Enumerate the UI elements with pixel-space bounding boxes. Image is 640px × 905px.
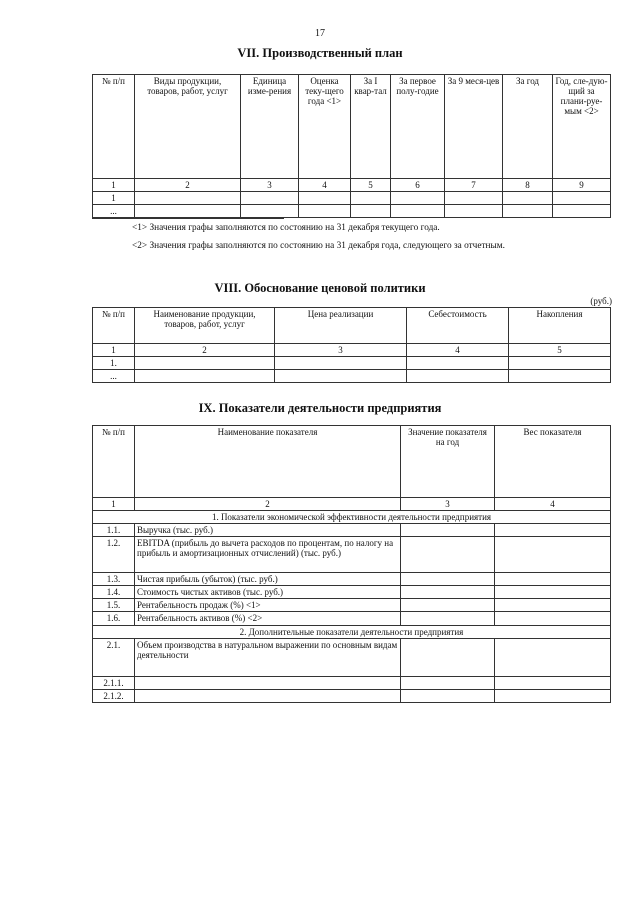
row-number: 1.3. bbox=[93, 573, 135, 586]
col-number: 9 bbox=[553, 179, 611, 192]
row-number: 1.5. bbox=[93, 599, 135, 612]
indicator-name: EBITDA (прибыль до вычета расходов по процентам, по налогу на прибыль и амортизационных отчислений) (тыс. руб.) bbox=[135, 537, 401, 573]
col-number: 3 bbox=[275, 344, 407, 357]
col-number: 1 bbox=[93, 498, 135, 511]
col-header-next-year: Год, сле-дую-щий за плани-руе-мым <2> bbox=[553, 75, 611, 179]
price-policy-table bbox=[92, 307, 611, 383]
col-header-cost: Себестоимость bbox=[407, 308, 509, 344]
row-number: 1.2. bbox=[93, 537, 135, 573]
indicator-name bbox=[135, 676, 401, 689]
indicator-name: Рентабельность продаж (%) <1> bbox=[135, 599, 401, 612]
col-number: 3 bbox=[401, 498, 495, 511]
performance-indicators-table bbox=[92, 425, 611, 703]
table-row: 1 bbox=[93, 192, 135, 205]
col-number: 1 bbox=[93, 344, 135, 357]
col-number: 6 bbox=[391, 179, 445, 192]
col-header-number: № п/п bbox=[93, 75, 135, 179]
col-number: 4 bbox=[407, 344, 509, 357]
indicator-name bbox=[135, 689, 401, 702]
col-header-q1: За I квар-тал bbox=[351, 75, 391, 179]
section-8-title: VIII. Обоснование ценовой политики bbox=[214, 281, 426, 295]
row-number: 1.6. bbox=[93, 612, 135, 625]
col-header-9-months: За 9 меся-цев bbox=[445, 75, 503, 179]
section-7-title: VII. Производственный план bbox=[237, 46, 403, 60]
col-number: 3 bbox=[241, 179, 299, 192]
section-9-title: IX. Показатели деятельности предприятия bbox=[198, 401, 442, 415]
col-number: 2 bbox=[135, 344, 275, 357]
col-number: 4 bbox=[495, 498, 611, 511]
col-header-unit: Единица изме-рения bbox=[241, 75, 299, 179]
indicator-name: Объем производства в натуральном выражении по основным видам деятельности bbox=[135, 638, 401, 676]
col-header-year: За год bbox=[503, 75, 553, 179]
row-number: 1.1. bbox=[93, 524, 135, 537]
unit-label: (руб.) bbox=[590, 296, 612, 306]
row-number: 1.4. bbox=[93, 586, 135, 599]
col-header-indicator-name: Наименование показателя bbox=[135, 426, 401, 498]
footnote-separator bbox=[92, 218, 284, 219]
indicator-name: Чистая прибыль (убыток) (тыс. руб.) bbox=[135, 573, 401, 586]
col-header-current-year-estimate: Оценка теку-щего года <1> bbox=[299, 75, 351, 179]
col-header-product-type: Виды продукции, товаров, работ, услуг bbox=[135, 75, 241, 179]
col-header-indicator-value: Значение показателя на год bbox=[401, 426, 495, 498]
col-number: 1 bbox=[93, 179, 135, 192]
col-number: 4 bbox=[299, 179, 351, 192]
col-header-sale-price: Цена реализации bbox=[275, 308, 407, 344]
col-header-number: № п/п bbox=[93, 308, 135, 344]
production-plan-table bbox=[92, 74, 611, 218]
table-row: 1. bbox=[93, 357, 135, 370]
row-number: 2.1.2. bbox=[93, 689, 135, 702]
footnote-2: <2> Значения графы заполняются по состоянию на 31 декабря года, следующего за отчетным. bbox=[132, 241, 505, 251]
table-row: ... bbox=[93, 205, 135, 218]
col-number: 2 bbox=[135, 179, 241, 192]
page-number: 17 bbox=[315, 28, 325, 39]
row-number: 2.1.1. bbox=[93, 676, 135, 689]
col-header-product-name: Наименование продукции, товаров, работ, услуг bbox=[135, 308, 275, 344]
col-header-markup: Накопления bbox=[509, 308, 611, 344]
table-row: ... bbox=[93, 370, 135, 383]
indicator-name: Стоимость чистых активов (тыс. руб.) bbox=[135, 586, 401, 599]
col-header-half-year: За первое полу-годие bbox=[391, 75, 445, 179]
col-header-number: № п/п bbox=[93, 426, 135, 498]
group-header-additional: 2. Дополнительные показатели деятельности предприятия bbox=[93, 625, 611, 638]
col-number: 5 bbox=[509, 344, 611, 357]
col-header-indicator-weight: Вес показателя bbox=[495, 426, 611, 498]
indicator-name: Рентабельность активов (%) <2> bbox=[135, 612, 401, 625]
col-number: 8 bbox=[503, 179, 553, 192]
row-number: 2.1. bbox=[93, 638, 135, 676]
indicator-name: Выручка (тыс. руб.) bbox=[135, 524, 401, 537]
col-number: 2 bbox=[135, 498, 401, 511]
col-number: 7 bbox=[445, 179, 503, 192]
footnote-1: <1> Значения графы заполняются по состоянию на 31 декабря текущего года. bbox=[132, 223, 440, 233]
group-header-economic: 1. Показатели экономической эффективности деятельности предприятия bbox=[93, 511, 611, 524]
col-number: 5 bbox=[351, 179, 391, 192]
